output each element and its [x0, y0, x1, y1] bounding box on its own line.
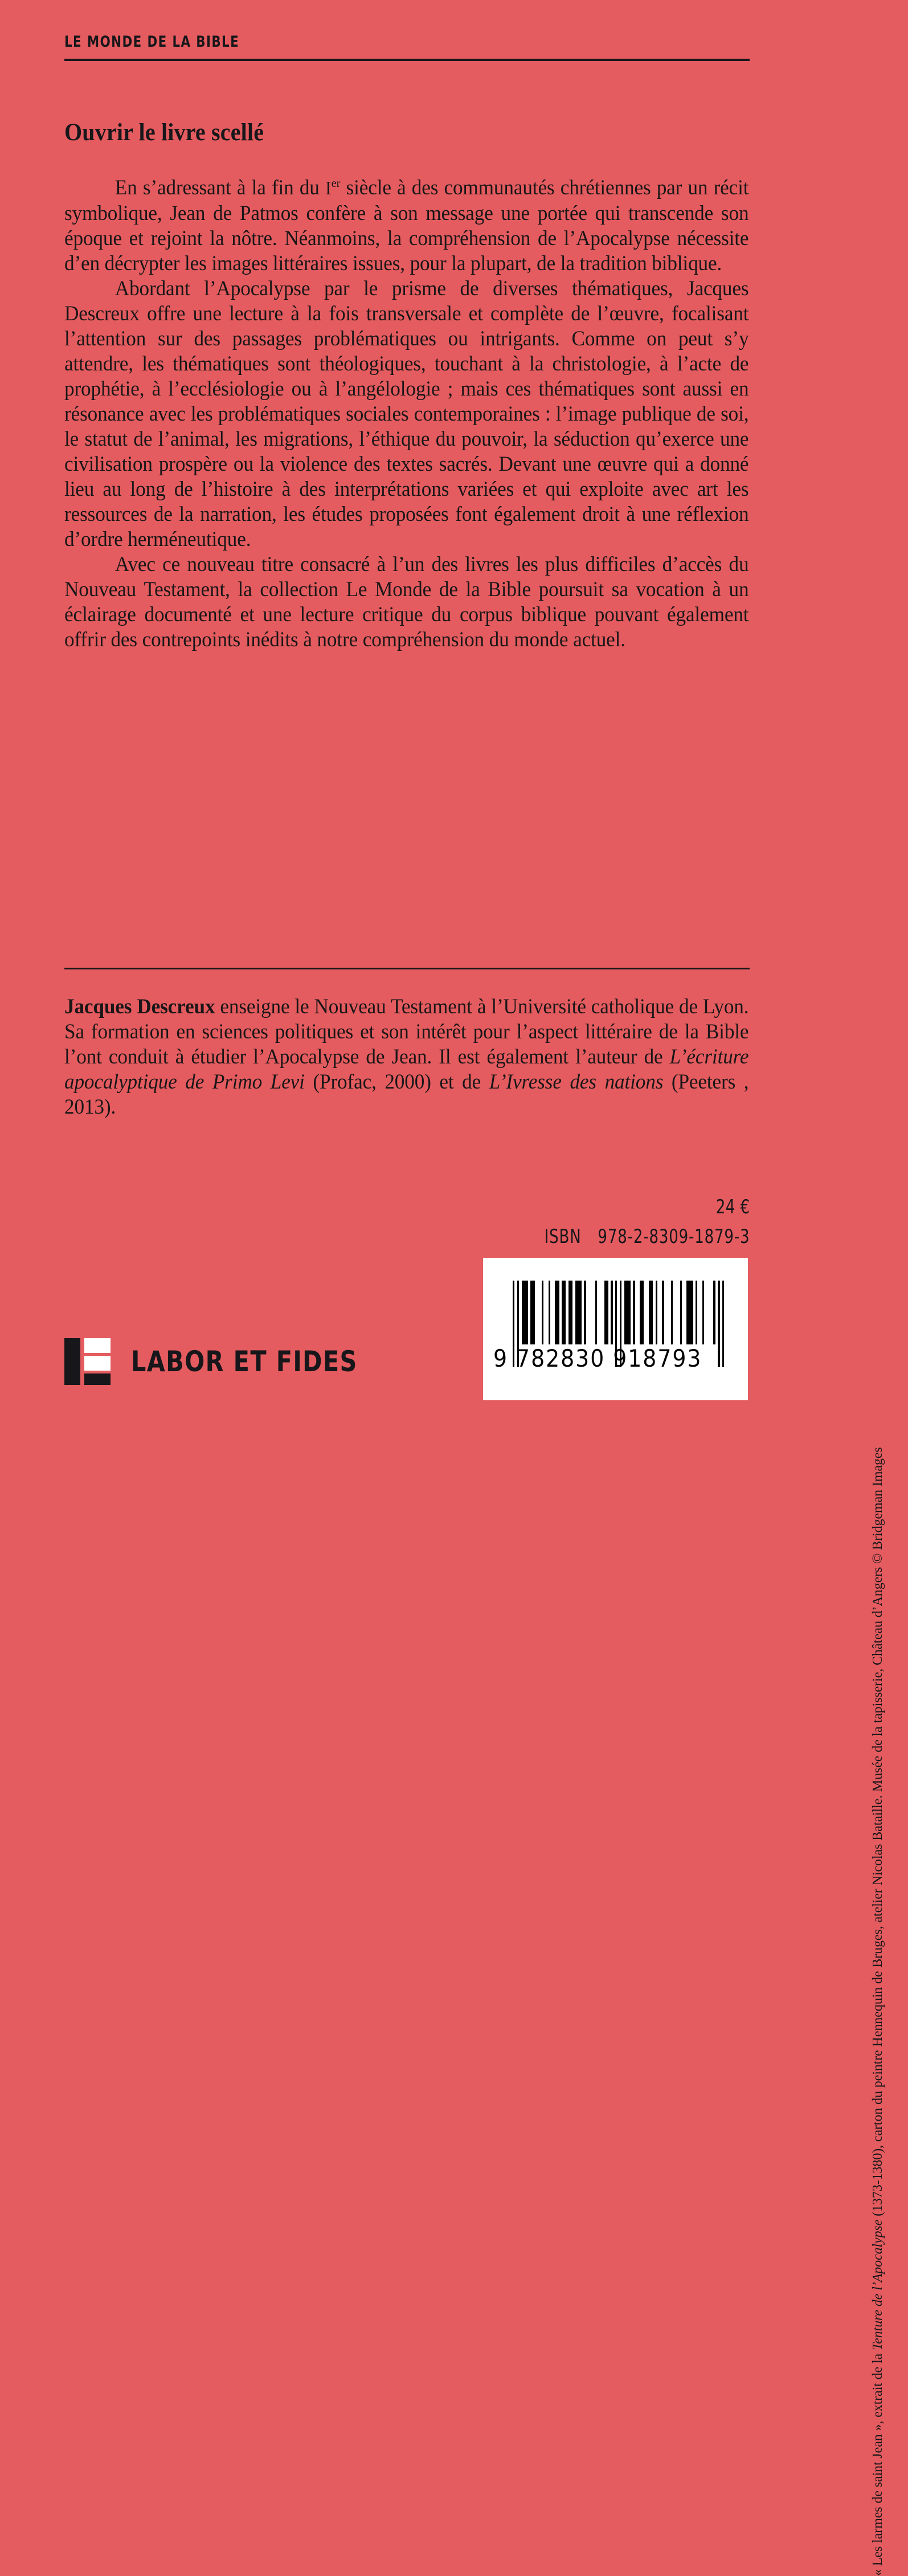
- price-isbn-block: [508, 1196, 750, 1248]
- blurb-text: [64, 175, 749, 651]
- author-work-title-2: L’Ivresse des nations: [489, 1069, 664, 1093]
- collection-title: LE MONDE DE LA BIBLE: [64, 33, 240, 51]
- credit-part-2: (1373-1380), carton du peintre Hennequin de Bruges, atelier Nicolas Bataille. Musée de la tapisserie, Château d’Angers © Bridgeman Images: [870, 1447, 885, 2220]
- isbn-label: ISBN: [544, 1225, 582, 1248]
- author-work-title-1: L’écriture apocalyptique de Primo Levi: [64, 1044, 749, 1093]
- century-ordinal-suffix: er: [331, 176, 341, 190]
- publisher-block: [64, 1338, 377, 1385]
- barcode-digits: 9 782830 918793: [493, 1344, 702, 1372]
- author-bio-text-3: (Peeters , 2013).: [64, 1069, 749, 1118]
- credit-work-title: Tenture de l’Apocalypse: [870, 2219, 885, 2350]
- author-bio-text-2: (Profac, 2000) et de: [304, 1069, 489, 1093]
- isbn-line: [544, 1225, 750, 1248]
- author-name: Jacques Descreux: [64, 994, 215, 1018]
- credit-part-1: « Les larmes de saint Jean », extrait de la: [870, 2350, 885, 2576]
- price: 24 €: [715, 1196, 750, 1218]
- image-credit-text: [870, 1334, 886, 2576]
- blurb-paragraph-2: Abordant l’Apocalypse par le prisme de diverses thématiques, Jacques Descreux offre une lecture à la fois transversale et complète de l’œuvre, focalisant l’attention sur des passages problématiques ou intrigants. Comme on peut s’y attendre, les thématiques sont théologiques, touchant à la christologie, à l’acte de prophétie, à l’ecclésiologie ou à l’angélologie ; mais ces thématiques sont aussi en résonance avec les problématiques sociales contemporaines : l’image publique de soi, le statut de l’animal, les migrations, l’éthique du pouvoir, la séduction qu’exerce une civilisation prospère ou la violence des textes sacrés. Devant une œuvre qui a donné lieu au long de l’histoire à des interprétations variées et qui exploite avec art les ressources de la narration, les études proposées font également droit à une réflexion d’ordre herméneutique.: [64, 276, 749, 551]
- main-text-column: [64, 120, 750, 651]
- image-credit-sidebar: [870, 0, 895, 2576]
- isbn-value: 978-2-8309-1879-3: [598, 1225, 750, 1248]
- blurb-p1-part-b: siècle à des communautés chrétiennes par un récit symbolique, Jean de Patmos confère à son message une portée qui transcende son époque et rejoint la nôtre. Néanmoins, la compréhension de l’Apocalypse nécessite d’en décrypter les images littéraires issues, pour la plupart, de la tradition biblique.: [64, 176, 749, 275]
- century-roman-numeral: I: [325, 178, 332, 199]
- author-bio-text-1: enseigne le Nouveau Testament à l’Université catholique de Lyon. Sa formation en sciences politiques et son intérêt pour l’aspect littéraire de la Bible l’ont conduit à étudier l’Apocalypse de Jean. Il est également l’auteur de: [64, 994, 749, 1068]
- blurb-p1-part-a: En s’adressant à la fin du: [114, 176, 325, 199]
- blurb-paragraph-1: [64, 175, 749, 276]
- collection-header: [64, 33, 748, 61]
- barcode-panel: [483, 1258, 748, 1400]
- labor-et-fides-logo-icon: [64, 1338, 111, 1385]
- author-bio: [64, 994, 749, 1119]
- bio-divider: [64, 968, 750, 969]
- publisher-name: LABOR ET FIDES: [131, 1345, 358, 1378]
- blurb-paragraph-3: Avec ce nouveau titre consacré à l’un des livres les plus difficiles d’accès du Nouveau Testament, la collection Le Monde de la Bible poursuit sa vocation à un éclairage documenté et une lecture critique du corpus biblique pouvant également offrir des contrepoints inédits à notre compréhension du monde actuel.: [64, 552, 749, 651]
- book-title: Ouvrir le livre scellé: [64, 119, 264, 146]
- header-divider: [64, 59, 750, 61]
